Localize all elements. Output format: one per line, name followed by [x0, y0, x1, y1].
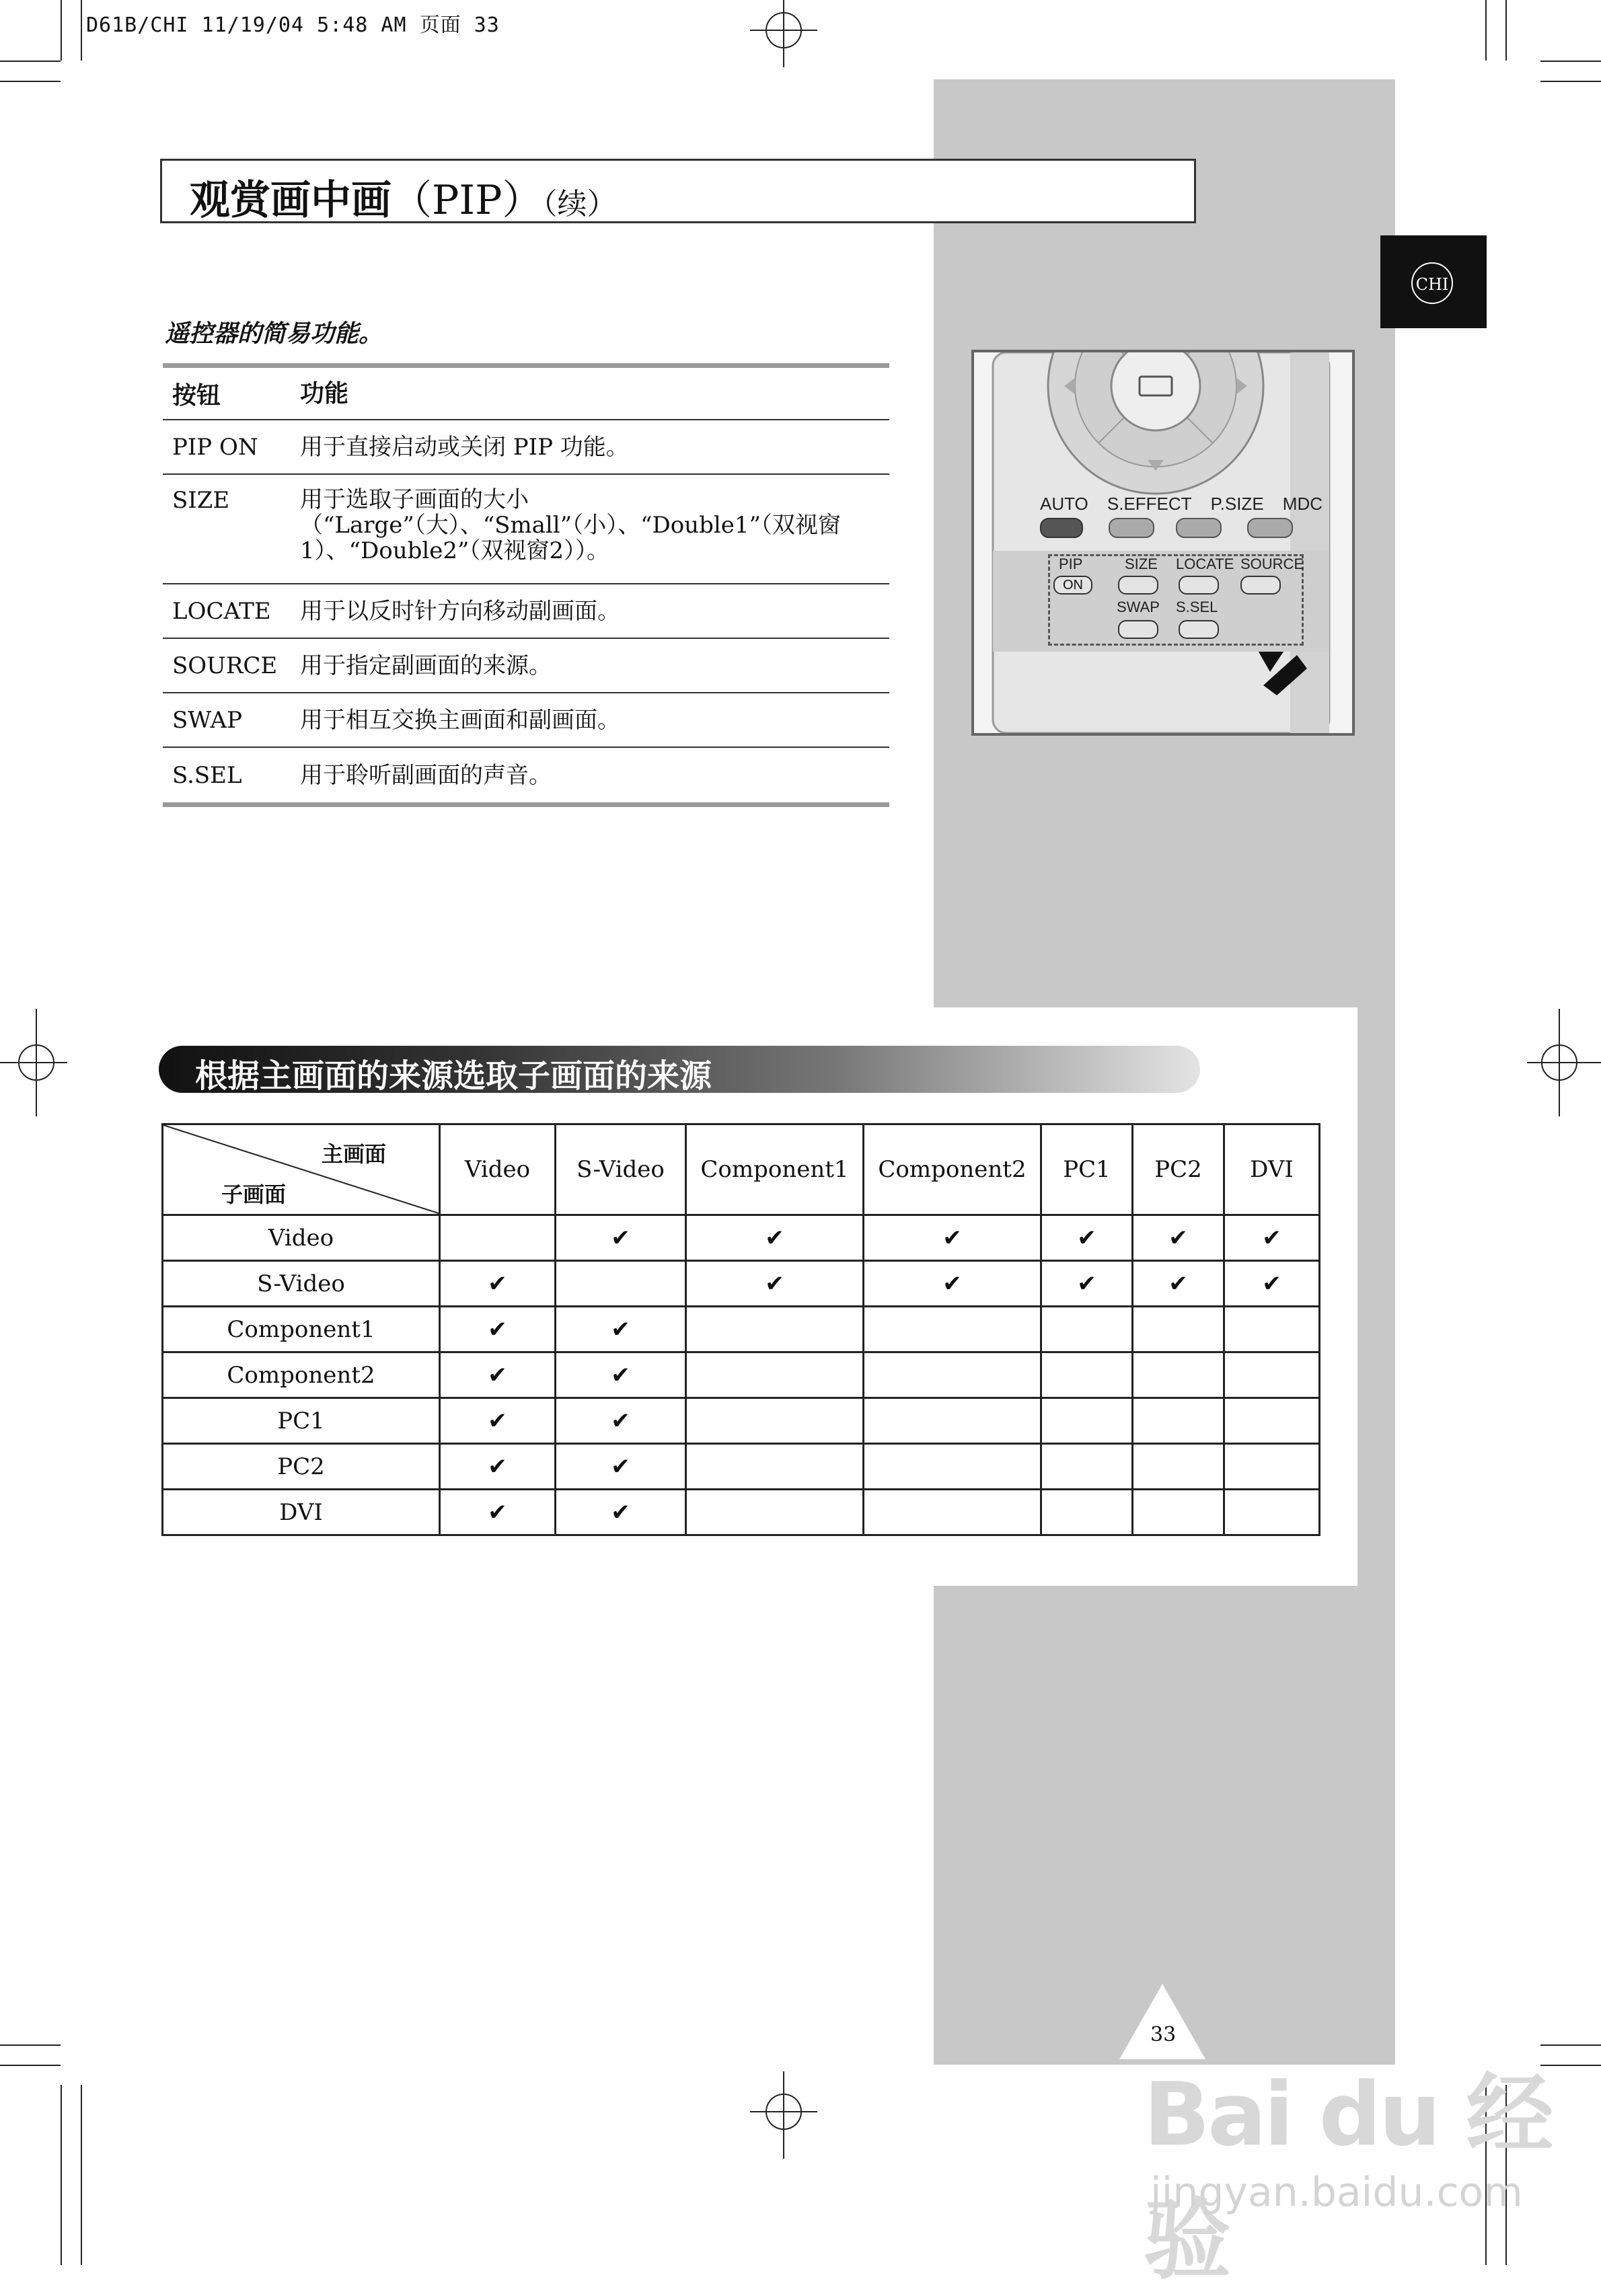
seffect-button[interactable]: [1109, 518, 1154, 538]
table-row: [163, 475, 889, 584]
check-mark-cell: ✔: [686, 1215, 864, 1261]
remote-label-psize: P.SIZE: [1210, 494, 1264, 514]
remote-body-graphic: [974, 352, 1352, 733]
check-mark-cell: ✔: [556, 1352, 686, 1398]
empty-cell: [864, 1490, 1041, 1535]
empty-cell: [1224, 1398, 1320, 1444]
side-band-strip: [1357, 1007, 1395, 1586]
row-button: LOCATE: [172, 597, 271, 625]
row-button: S.SEL: [172, 761, 242, 789]
row-function: 用于以反时针方向移动副画面。: [300, 597, 620, 625]
empty-cell: [1041, 1490, 1133, 1535]
empty-cell: [1041, 1398, 1133, 1444]
check-mark-cell: ✔: [556, 1307, 686, 1352]
empty-cell: [686, 1444, 864, 1490]
column-header: PC1: [1041, 1124, 1133, 1215]
corner-diagonal: [163, 1125, 441, 1214]
row-label: DVI: [163, 1490, 440, 1535]
empty-cell: [440, 1215, 556, 1261]
remote-label-auto: AUTO: [1040, 494, 1088, 514]
print-header: D61B/CHI 11/19/04 5:48 AM 页面 33: [86, 13, 500, 37]
check-mark-cell: ✔: [1224, 1215, 1320, 1261]
row-label: Component2: [163, 1352, 440, 1398]
row-function: 用于相互交换主画面和副画面。: [300, 706, 620, 734]
empty-cell: [1133, 1307, 1224, 1352]
row-button: PIP ON: [172, 433, 258, 461]
ssel-button[interactable]: [1179, 620, 1219, 639]
empty-cell: [1224, 1490, 1320, 1535]
row-button: SIZE: [172, 487, 230, 514]
matrix-row: [163, 1444, 1320, 1490]
swap-button[interactable]: [1118, 620, 1158, 639]
mdc-button[interactable]: [1247, 518, 1293, 538]
watermark-logo: Bai du 经验: [1144, 2063, 1551, 2291]
matrix-row: [163, 1352, 1320, 1398]
matrix-corner: [163, 1124, 440, 1215]
row-function: 用于聆听副画面的声音。: [300, 761, 552, 789]
title-paren: （PIP）: [392, 177, 543, 224]
column-header: PC2: [1133, 1124, 1224, 1215]
empty-cell: [1224, 1352, 1320, 1398]
matrix-row: [163, 1490, 1320, 1535]
empty-cell: [1133, 1444, 1224, 1490]
check-mark-cell: ✔: [440, 1444, 556, 1490]
table-row: [163, 693, 889, 748]
title-main: 观赏画中画: [190, 177, 392, 224]
empty-cell: [1133, 1490, 1224, 1535]
source-matrix: [161, 1123, 1320, 1536]
section-subtitle: 遥控器的简易功能。: [165, 319, 383, 348]
matrix-body: [163, 1215, 1320, 1535]
check-mark-cell: ✔: [556, 1490, 686, 1535]
matrix-row: [163, 1261, 1320, 1307]
language-tab-label: CHI: [1411, 262, 1453, 304]
auto-button[interactable]: [1040, 518, 1083, 538]
check-mark-cell: ✔: [1224, 1261, 1320, 1307]
empty-cell: [1041, 1444, 1133, 1490]
empty-cell: [1224, 1444, 1320, 1490]
remote-label-size: SIZE: [1125, 556, 1158, 572]
check-mark-cell: ✔: [440, 1307, 556, 1352]
remote-label-swap: SWAP: [1117, 599, 1160, 615]
empty-cell: [864, 1444, 1041, 1490]
pip-on-button[interactable]: ON: [1053, 576, 1092, 595]
matrix-row: [163, 1307, 1320, 1352]
table-row: [163, 420, 889, 475]
size-button[interactable]: [1118, 576, 1158, 595]
row-button: SOURCE: [172, 652, 278, 679]
check-mark-cell: ✔: [1133, 1215, 1224, 1261]
row-button: SWAP: [172, 706, 242, 734]
remote-label-seffect: S.EFFECT: [1107, 494, 1192, 514]
matrix-row: [163, 1215, 1320, 1261]
check-mark-cell: ✔: [556, 1444, 686, 1490]
remote-label-mdc: MDC: [1282, 494, 1323, 514]
remote-label-ssel: S.SEL: [1176, 599, 1218, 615]
row-label: PC1: [163, 1398, 440, 1444]
table-header-row: [163, 368, 889, 420]
table-row: [163, 584, 889, 639]
row-label: S-Video: [163, 1261, 440, 1307]
empty-cell: [1041, 1307, 1133, 1352]
corner-sub-label: 子画面: [221, 1182, 287, 1207]
check-mark-cell: ✔: [556, 1215, 686, 1261]
column-header: DVI: [1224, 1124, 1320, 1215]
table-row: [163, 748, 889, 802]
remote-illustration: [971, 350, 1355, 736]
empty-cell: [556, 1261, 686, 1307]
matrix-header-row: [163, 1124, 1320, 1215]
function-table: [163, 363, 889, 807]
remote-row1-labels: [1040, 494, 1323, 514]
check-mark-cell: ✔: [864, 1261, 1041, 1307]
empty-cell: [864, 1352, 1041, 1398]
check-mark-cell: ✔: [440, 1352, 556, 1398]
header-function: 功能: [300, 379, 349, 408]
table-row: [163, 639, 889, 693]
watermark-url: jingyan.baidu.com: [1150, 2169, 1523, 2216]
empty-cell: [1041, 1352, 1133, 1398]
check-mark-cell: ✔: [1133, 1261, 1224, 1307]
remote-label-source: SOURCE: [1240, 556, 1304, 572]
empty-cell: [1224, 1307, 1320, 1352]
header-button: 按钮: [172, 381, 221, 410]
check-mark-cell: ✔: [440, 1398, 556, 1444]
check-mark-cell: ✔: [440, 1490, 556, 1535]
matrix-row: [163, 1398, 1320, 1444]
empty-cell: [864, 1398, 1041, 1444]
column-header: Video: [440, 1124, 556, 1215]
row-function: 用于直接启动或关闭 PIP 功能。: [300, 433, 629, 461]
row-label: Video: [163, 1215, 440, 1261]
check-mark-cell: ✔: [1041, 1261, 1133, 1307]
empty-cell: [1133, 1398, 1224, 1444]
empty-cell: [686, 1352, 864, 1398]
title-cont: （续）: [542, 187, 617, 221]
page-title: [190, 168, 616, 226]
column-header: Component1: [686, 1124, 864, 1215]
column-header: S-Video: [556, 1124, 686, 1215]
locate-button[interactable]: [1179, 576, 1219, 595]
column-header: Component2: [864, 1124, 1041, 1215]
check-mark-cell: ✔: [440, 1261, 556, 1307]
empty-cell: [686, 1307, 864, 1352]
table-top-rule: [163, 363, 889, 368]
section-title: 根据主画面的来源选取子画面的来源: [195, 1057, 712, 1095]
corner-main-label: 主画面: [321, 1141, 386, 1167]
check-mark-cell: ✔: [556, 1398, 686, 1444]
empty-cell: [686, 1490, 864, 1535]
check-mark-cell: ✔: [1041, 1215, 1133, 1261]
row-function: 用于选取子画面的大小（“Large”（大）、“Small”（小）、“Double1”（双视窗1）、“Double2”（双视窗2））。: [300, 486, 841, 564]
remote-label-pip: PIP: [1059, 556, 1083, 572]
row-function: 用于指定副画面的来源。: [300, 652, 552, 679]
empty-cell: [864, 1307, 1041, 1352]
table-bottom-rule: [163, 802, 889, 807]
psize-button[interactable]: [1176, 518, 1222, 538]
check-mark-cell: ✔: [864, 1215, 1041, 1261]
page-number: 33: [1150, 2023, 1177, 2046]
check-mark-cell: ✔: [686, 1261, 864, 1307]
empty-cell: [1133, 1352, 1224, 1398]
row-label: PC2: [163, 1444, 440, 1490]
empty-cell: [686, 1398, 864, 1444]
source-button[interactable]: [1240, 576, 1281, 595]
row-label: Component1: [163, 1307, 440, 1352]
remote-label-locate: LOCATE: [1176, 556, 1234, 572]
